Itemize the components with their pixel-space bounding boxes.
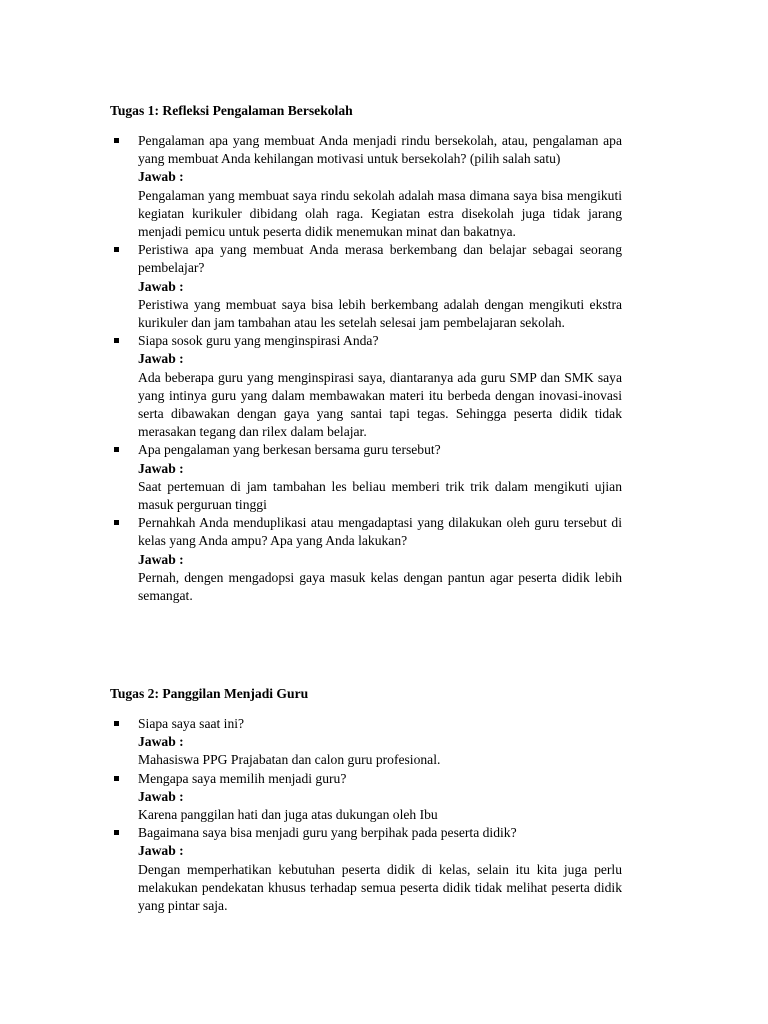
answer-text: Karena panggilan hati dan juga atas dukungan oleh Ibu	[138, 807, 438, 823]
list-item	[110, 770, 622, 825]
answer-label: Jawab :	[138, 278, 184, 294]
question-text: Apa pengalaman yang berkesan bersama guru tersebut?	[138, 442, 441, 458]
question-text: Peristiwa apa yang membuat Anda merasa berkembang dan belajar sebagai seorang pembelajar?	[138, 242, 622, 276]
list-item	[110, 332, 622, 441]
answer-label: Jawab :	[138, 351, 184, 367]
list-item	[110, 514, 622, 605]
square-bullet-icon	[114, 247, 119, 252]
square-bullet-icon	[114, 138, 119, 143]
question-text: Siapa saya saat ini?	[138, 716, 245, 731]
question-text: Siapa sosok guru yang menginspirasi Anda?	[138, 333, 379, 349]
question-list	[110, 715, 622, 915]
answer-label: Jawab :	[138, 843, 184, 859]
question-text: Pernahkah Anda menduplikasi atau mengadaptasi yang dilakukan oleh guru tersebut di kelas yang Anda ampu? Apa yang Anda lakukan?	[138, 515, 622, 549]
square-bullet-icon	[114, 721, 119, 726]
question-list	[110, 132, 622, 605]
answer-text: Pernah, dengen mengadopsi gaya masuk kelas dengan pantun agar peserta didik lebih semangat.	[138, 569, 622, 604]
list-item	[110, 441, 622, 514]
answer-text: Ada beberapa guru yang menginspirasi saya, diantaranya ada guru SMP dan SMK saya yang intinya guru yang dalam membawakan materi itu berbeda dengan inovasi-inovasi serta dibawakan dengan gaya yang santai tapi tegas. Sehingga peserta didik tidak merasakan tegang dan rilex dalam belajar.	[138, 369, 622, 440]
question-text: Mengapa saya memilih menjadi guru?	[138, 770, 347, 786]
list-item	[110, 715, 622, 770]
question-text: Bagaimana saya bisa menjadi guru yang berpihak pada peserta didik?	[138, 825, 517, 841]
answer-label: Jawab :	[138, 551, 184, 567]
answer-label: Jawab :	[138, 788, 184, 804]
question-text: Pengalaman apa yang membuat Anda menjadi rindu bersekolah, atau, pengalaman apa yang membuat Anda kehilangan motivasi untuk bersekolah? (pilih salah satu)	[138, 133, 622, 167]
answer-label: Jawab :	[138, 734, 184, 750]
answer-label: Jawab :	[138, 460, 184, 476]
list-item	[110, 824, 622, 915]
answer-text: Mahasiswa PPG Prajabatan dan calon guru profesional.	[138, 752, 441, 768]
square-bullet-icon	[114, 830, 119, 835]
section-title: Tugas 1: Refleksi Pengalaman Bersekolah	[110, 103, 353, 118]
answer-text: Pengalaman yang membuat saya rindu sekolah adalah masa dimana saya bisa mengikuti kegiatan kurikuler dibidang olah raga. Kegiatan estra disekolah juga tidak jarang menjadi pemicu untuk peserta didik menemukan minat dan bakatnya.	[138, 187, 622, 240]
square-bullet-icon	[114, 447, 119, 452]
section-tugas-1	[110, 102, 622, 605]
square-bullet-icon	[114, 776, 119, 781]
list-item	[110, 132, 622, 241]
square-bullet-icon	[114, 520, 119, 525]
section-title: Tugas 2: Panggilan Menjadi Guru	[110, 686, 309, 701]
list-item	[110, 241, 622, 332]
section-tugas-2	[110, 685, 622, 915]
answer-label: Jawab :	[138, 169, 184, 185]
square-bullet-icon	[114, 338, 119, 343]
answer-text: Peristiwa yang membuat saya bisa lebih berkembang adalah dengan mengikuti ekstra kurikuler dan jam tambahan atau les setelah selesai jam pembelajaran sekolah.	[138, 296, 622, 331]
answer-text: Dengan memperhatikan kebutuhan peserta didik di kelas, selain itu kita juga perlu melakukan pendekatan khusus terhadap semua peserta didik tidak melihat peserta didik yang pintar saja.	[138, 861, 622, 914]
answer-text: Saat pertemuan di jam tambahan les beliau memberi trik trik dalam mengikuti ujian masuk perguruan tinggi	[138, 478, 622, 513]
